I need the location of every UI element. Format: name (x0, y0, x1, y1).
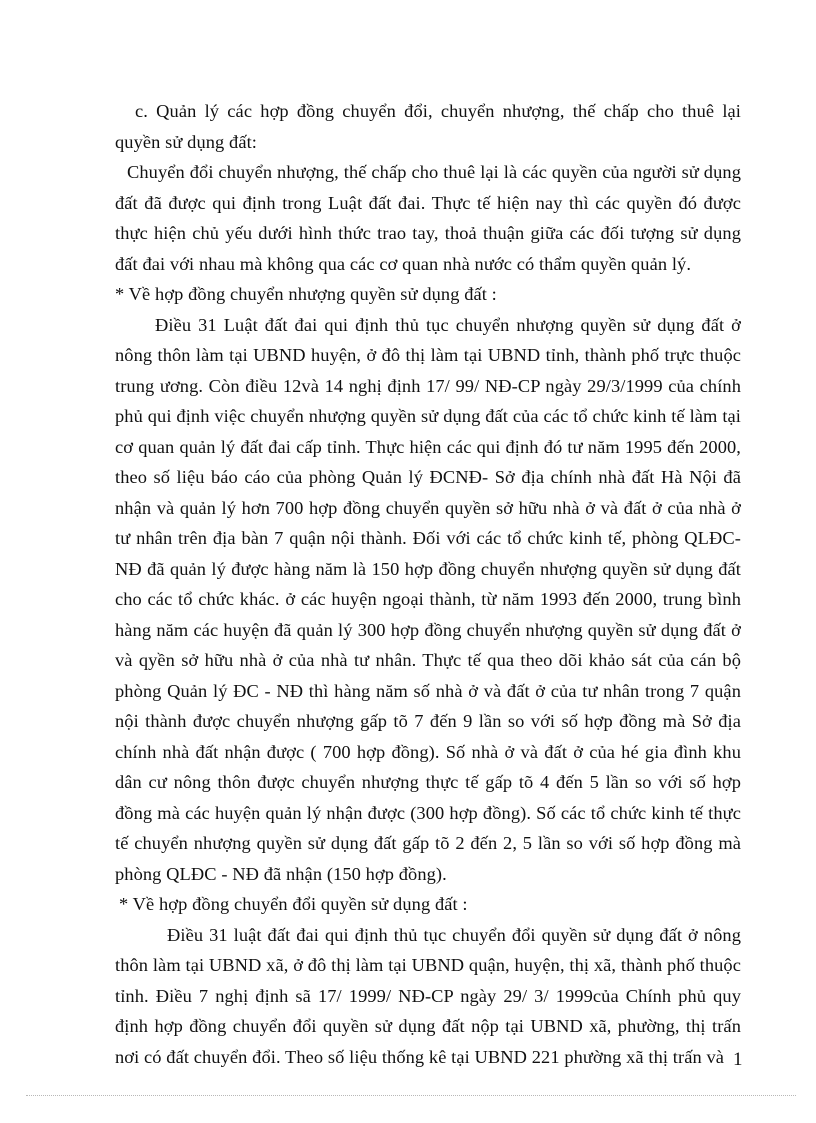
page-number: 1 (733, 1049, 743, 1070)
section-heading-c: c. Quản lý các hợp đồng chuyển đổi, chuyển nhượng, thế chấp cho thuê lại quyền sử dụng đất: (115, 101, 741, 152)
subheading-exchange-contracts: * Về hợp đồng chuyển đổi quyền sử dụng đất : (119, 894, 468, 914)
exchange-contracts-paragraph: Điều 31 luật đất đai qui định thủ tục chuyển đổi quyền sử dụng đất ở nông thôn làm tại UBND xã, ở đô thị làm tại UBND quận, huyện, thị xã, thành phố thuộc tỉnh. Điều 7 nghị định sã 17/ 1999/ NĐ-CP ngày 29/ 3/ 1999của Chính phủ quy định hợp đồng chuyển đổi quyền sử dụng đất nộp tại UBND xã, phường, thị trấn nơi có đất chuyển đổi. Theo số liệu thống kê tại UBND 221 phường xã thị trấn và (115, 924, 741, 1067)
document-body (115, 96, 741, 1072)
intro-paragraph: Chuyển đổi chuyển nhượng, thế chấp cho thuê lại là các quyền của người sử dụng đất đã được qui định trong Luật đất đai. Thực tế hiện nay thì các quyền đó được thực hiện chủ yếu dưới hình thức trao tay, thoả thuận giữa các đối tượng sử dụng đất đai với nhau mà không qua các cơ quan nhà nước có thẩm quyền quản lý. (115, 162, 741, 274)
subheading-transfer-contracts: * Về hợp đồng chuyển nhượng quyền sử dụng đất : (115, 284, 497, 304)
transfer-contracts-paragraph: Điều 31 Luật đất đai qui định thủ tục chuyển nhượng quyền sử dụng đất ở nông thôn làm tại UBND huyện, ở đô thị làm tại UBND tỉnh, thành phố trực thuộc trung ương. Còn điều 12và 14 nghị định 17/ 99/ NĐ-CP ngày 29/3/1999 của chính phủ qui định việc chuyển nhượng quyền sử dụng đất của các tổ chức kinh tế làm tại cơ quan quản lý đất đai cấp tỉnh. Thực hiện các qui định đó tư năm 1995 đến 2000, theo số liệu báo cáo của phòng Quản lý ĐCNĐ- Sở địa chính nhà đất Hà Nội đã nhận và quản lý hơn 700 hợp đồng chuyển quyền sở hữu nhà ở và đất ở của nhà ở tư nhân trên địa bàn 7 quận nội thành. Đối với các tổ chức kinh tế, phòng QLĐC-NĐ đã quản lý được hàng năm là 150 hợp đồng chuyển nhượng quyền sử dụng đất cho các tổ chức khác. ở các huyện ngoại thành, từ năm 1993 đến 2000, trung bình hàng năm các huyện đã quản lý 300 hợp đồng chuyển nhượng quyền sử dụng đất ở và qyền sở hữu nhà ở của nhà tư nhân. Thực tế qua theo dõi khảo sát của cán bộ phòng Quản lý ĐC - NĐ thì hàng năm số nhà ở và đất ở của tư nhân trong 7 quận nội thành được chuyển nhượng gấp tõ 7 đến 9 lần so với số hợp đồng mà Sở địa chính nhà đất nhận được ( 700 hợp đồng). Số nhà ở và đất ở của hé gia đình khu dân cư nông thôn được chuyển nhượng thực tế gấp tõ 4 đến 5 lần so với số hợp đồng mà các huyện quản lý nhận được (300 hợp đồng). Số các tổ chức kinh tế thực tế chuyển nhượng quyền sử dụng đất gấp tõ 2 đến 2, 5 lần so với số hợp đồng mà phòng QLĐC - NĐ đã nhận (150 hợp đồng). (115, 314, 741, 884)
footer-dotted-rule (26, 1095, 796, 1096)
